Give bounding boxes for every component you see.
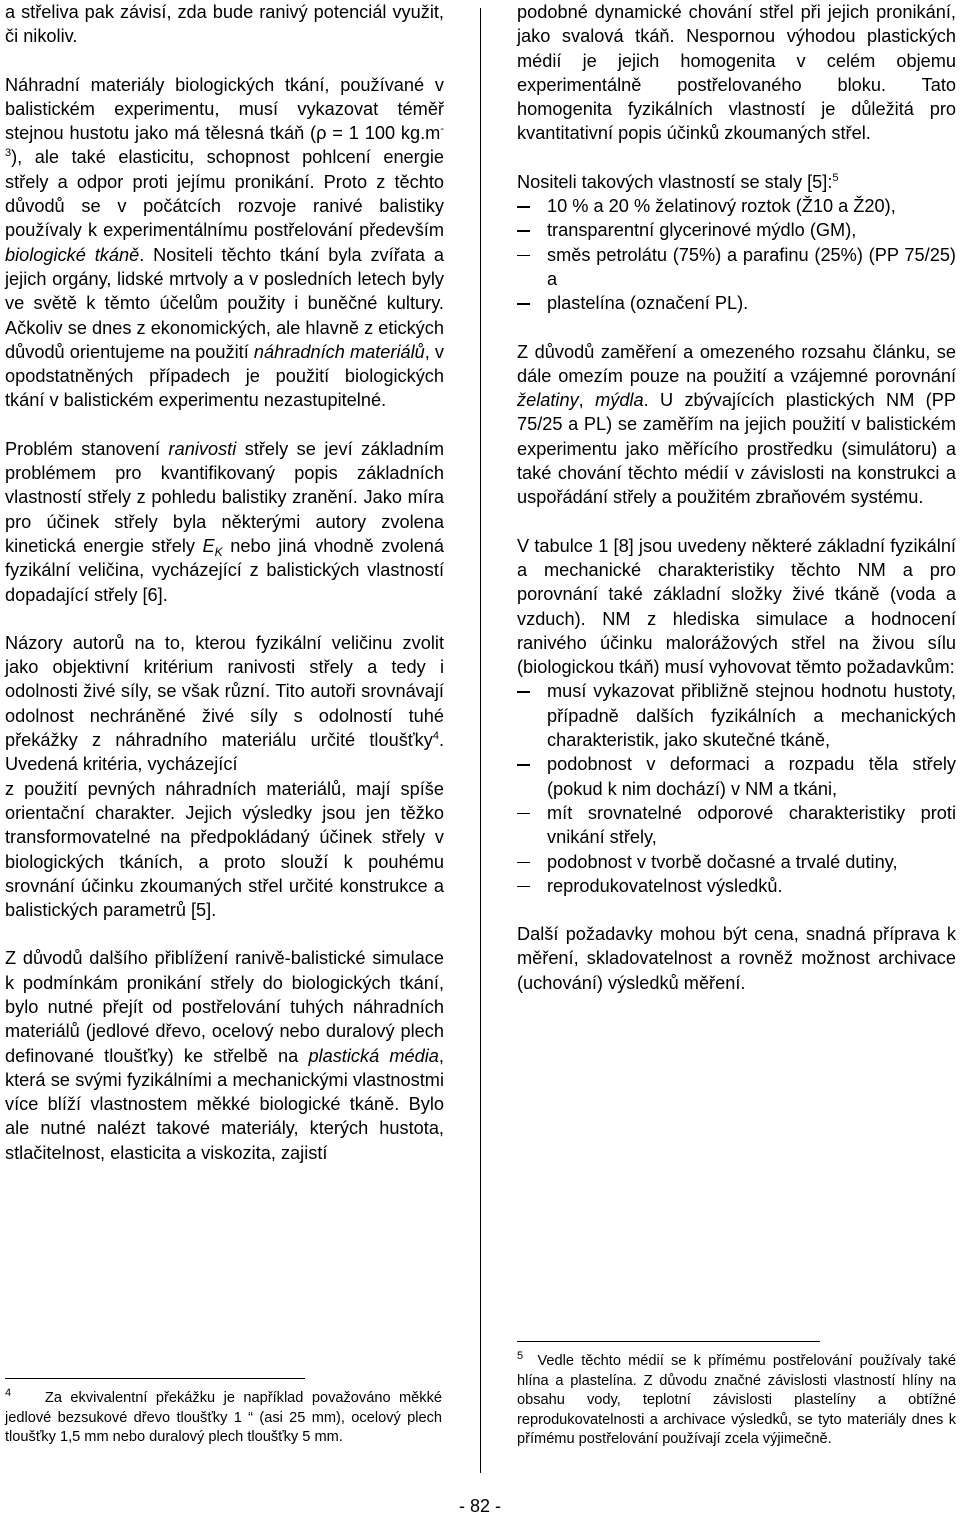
left-paragraph-2 <box>5 437 444 607</box>
footnote-ref: 5 <box>832 171 839 184</box>
footnote-5 <box>517 1352 956 1450</box>
right-paragraph-1 <box>517 170 956 194</box>
text-run: , v opodstatněných případech je použití biologických tkání v balistickém experimentu nezastupitelné. <box>5 341 444 411</box>
list-item: reprodukovatelnost výsledků. <box>517 874 956 898</box>
text-run: Nositeli takových vlastností se staly [5]: <box>517 171 833 192</box>
left-column <box>5 0 444 1165</box>
italic-term: náhradních materiálů <box>253 341 425 362</box>
right-paragraph-4: Další požadavky mohou být cena, snadná příprava k měření, skladovatelnost a rovněž možnost archivace (uchování) výsledků měření. <box>517 924 956 993</box>
right-column <box>517 0 956 995</box>
italic-term: plastická média <box>308 1045 439 1066</box>
text-run: ), ale také elasticitu, schopnost pohlcení energie střely a odpor proti jejímu pronikání. Proto z těchto důvodů se v počátcích rozvoje ranivé balistiky používaly k experimentálnímu postřelování především <box>5 147 444 241</box>
text-run: Názory autorů na to, kterou fyzikální veličinu zvolit jako objektivní kritérium ranivosti střely a tedy i odolnosti živé síly, se však různí. Tito autoři srovnávají odolnost nechráněné živé síly s odolností tuhé překážky z náhradního materiálu určité tloušťky <box>5 632 444 751</box>
text-run: nebo jiná vhodně zvolená fyzikální veličina, vycházející z balistických vlastností dopadající střely [6]. <box>5 535 445 605</box>
italic-term: biologické tkáně <box>5 244 140 265</box>
text-run: . U zbývajících plastických NM (PP 75/25 a PL) se zaměřím na jejich použití v balistickém experimentu jako měřícího prostředku (simulátoru) a také chování těchto médií v závislosti na konstrukci a uspořádání střely a použitém zbraňovém systému. <box>517 390 957 508</box>
left-paragraph-3b: z použití pevných náhradních materiálů, mají spíše orientační charakter. Jejich výsledky jsou jen těžko transformovatelné na předpokládaný účinek střely v biologických tkáních, a proto slouží k pouhému srovnání účinku zkoumaných střel určité konstrukce a balistických parametrů [5]. <box>5 778 444 921</box>
list-item: podobnost v deformaci a rozpadu těla střely (pokud k nim dochází) v NM a tkáni, <box>517 752 956 801</box>
footnote-4 <box>5 1389 442 1448</box>
right-paragraph-3: V tabulce 1 [8] jsou uvedeny některé základní fyzikální a mechanické charakteristiky těchto NM a pro porovnání také základní složky živé tkáně (voda a vzduch). NM z hlediska simulace a hodnocení ranivého účinku malorážových střel na živou sílu (biologickou tkáň) musí vyhovovat těmto požadavkům: <box>517 535 956 678</box>
text-run: . Nositeli těchto tkání byla zvířata a jejich orgány, lidské mrtvoly a v posledních letech byly ve světě k těmto účelům použity i buněčné kultury. Ačkoliv se dnes z ekonomických, ale hlavně z etických důvodů orientujeme na použití <box>5 244 444 362</box>
footnote-rule-right <box>517 1341 820 1342</box>
left-paragraph-4 <box>5 946 444 1165</box>
footnote-text: Vedle těchto médií se k přímému postřelování používaly také hlína a plastelína. Z důvodu značné závislosti vlastností hlíny na obsahu vody, teplotní závislosti plastelíny a obtížné reprodukovatelnosti a archivace výsledků, se tyto materiály dnes k přímému postřelování používají zcela výjimečně. <box>517 1353 956 1447</box>
superscript: -3 <box>5 123 444 160</box>
text-run: Náhradní materiály biologických tkání, používané v balistickém experimentu, musí vykazovat téměř stejnou hustotu jako má tělesná tkáň (ρ = 1 100 kg.m <box>5 74 444 144</box>
materials-list <box>517 194 956 315</box>
italic-term: želatiny <box>517 390 579 411</box>
list-item: musí vykazovat přibližně stejnou hodnotu hustoty, případně dalších fyzikálních a mechanických charakteristik, jako skutečné tkáně, <box>517 679 956 752</box>
footnote-ref: 4 <box>432 730 439 743</box>
text-run: . Uvedená kritéria, vycházející <box>5 730 444 775</box>
text-run: Z důvodů zaměření a omezeného rozsahu článku, se dále omezím pouze na použití a vzájemné porovnání <box>517 341 956 386</box>
left-paragraph-1 <box>5 73 444 413</box>
list-item: transparentní glycerinové mýdlo (GM), <box>517 218 956 242</box>
subscript: K <box>214 544 223 559</box>
footnote-number: 5 <box>517 1350 524 1362</box>
italic-term: ranivosti <box>168 438 237 459</box>
right-paragraph-0: podobné dynamické chování střel při jejich pronikání, jako svalová tkáň. Nespornou výhodou plastických médií je jejich homogenita v celém objemu experimentálně postřelovaného bloku. Tato homogenita fyzikálních vlastností je důležitá pro kvantitativní popis účinků zkoumaných střel. <box>517 2 956 144</box>
list-item: směs petrolátu (75%) a parafinu (25%) (PP 75/25) a <box>517 243 956 292</box>
footnote-number: 4 <box>5 1387 12 1399</box>
text-run: , <box>578 390 596 411</box>
list-item: podobnost v tvorbě dočasné a trvalé dutiny, <box>517 850 956 874</box>
column-divider <box>480 8 481 1473</box>
text-run: Z důvodů dalšího přiblížení ranivě-balistické simulace k podmínkám pronikání střely do biologických tkání, bylo nutné přejít od postřelování tuhých náhradních materiálů (jedlové dřevo, ocelový nebo duralový plech definované tloušťky) ke střelbě na <box>5 948 444 1066</box>
list-item: mít srovnatelné odporové charakteristiky proti vnikání střely, <box>517 801 956 850</box>
text-run: Problém stanovení <box>5 438 169 459</box>
page-number: - 82 - <box>458 1496 501 1516</box>
left-paragraph-0: a střeliva pak závisí, zda bude ranivý potenciál využit, či nikoliv. <box>5 2 444 47</box>
footnote-text: Za ekvivalentní překážku je například považováno měkké jedlové bezsukové dřevo tloušťky 1 “ (asi 25 mm), ocelový plech tloušťky 1,5 mm nebo duralový plech tloušťky 5 mm. <box>5 1390 442 1445</box>
symbol-e: E <box>202 535 215 556</box>
text-run: střely se jeví základním problémem pro kvantifikovaný popis základních vlastností střely z pohledu balistiky zranění. Jako míra pro účinek střely byla některými autory zvolena kinetická energie střely <box>5 438 444 556</box>
text-run: , která se svými fyzikálními a mechanickými vlastnostmi více blíží vlastnostem měkké biologické tkáně. Bylo ale nutné nalézt takové materiály, kterých hustota, stlačitelnost, elasticita a viskozita, zajistí <box>5 1045 444 1163</box>
right-paragraph-2 <box>517 340 956 510</box>
list-item: 10 % a 20 % želatinový roztok (Ž10 a Ž20), <box>517 194 956 218</box>
left-paragraph-3 <box>5 631 444 777</box>
list-item: plastelína (označení PL). <box>517 291 956 315</box>
requirements-list <box>517 679 956 898</box>
footnote-rule-left <box>5 1378 305 1379</box>
italic-term: mýdla <box>595 390 644 411</box>
